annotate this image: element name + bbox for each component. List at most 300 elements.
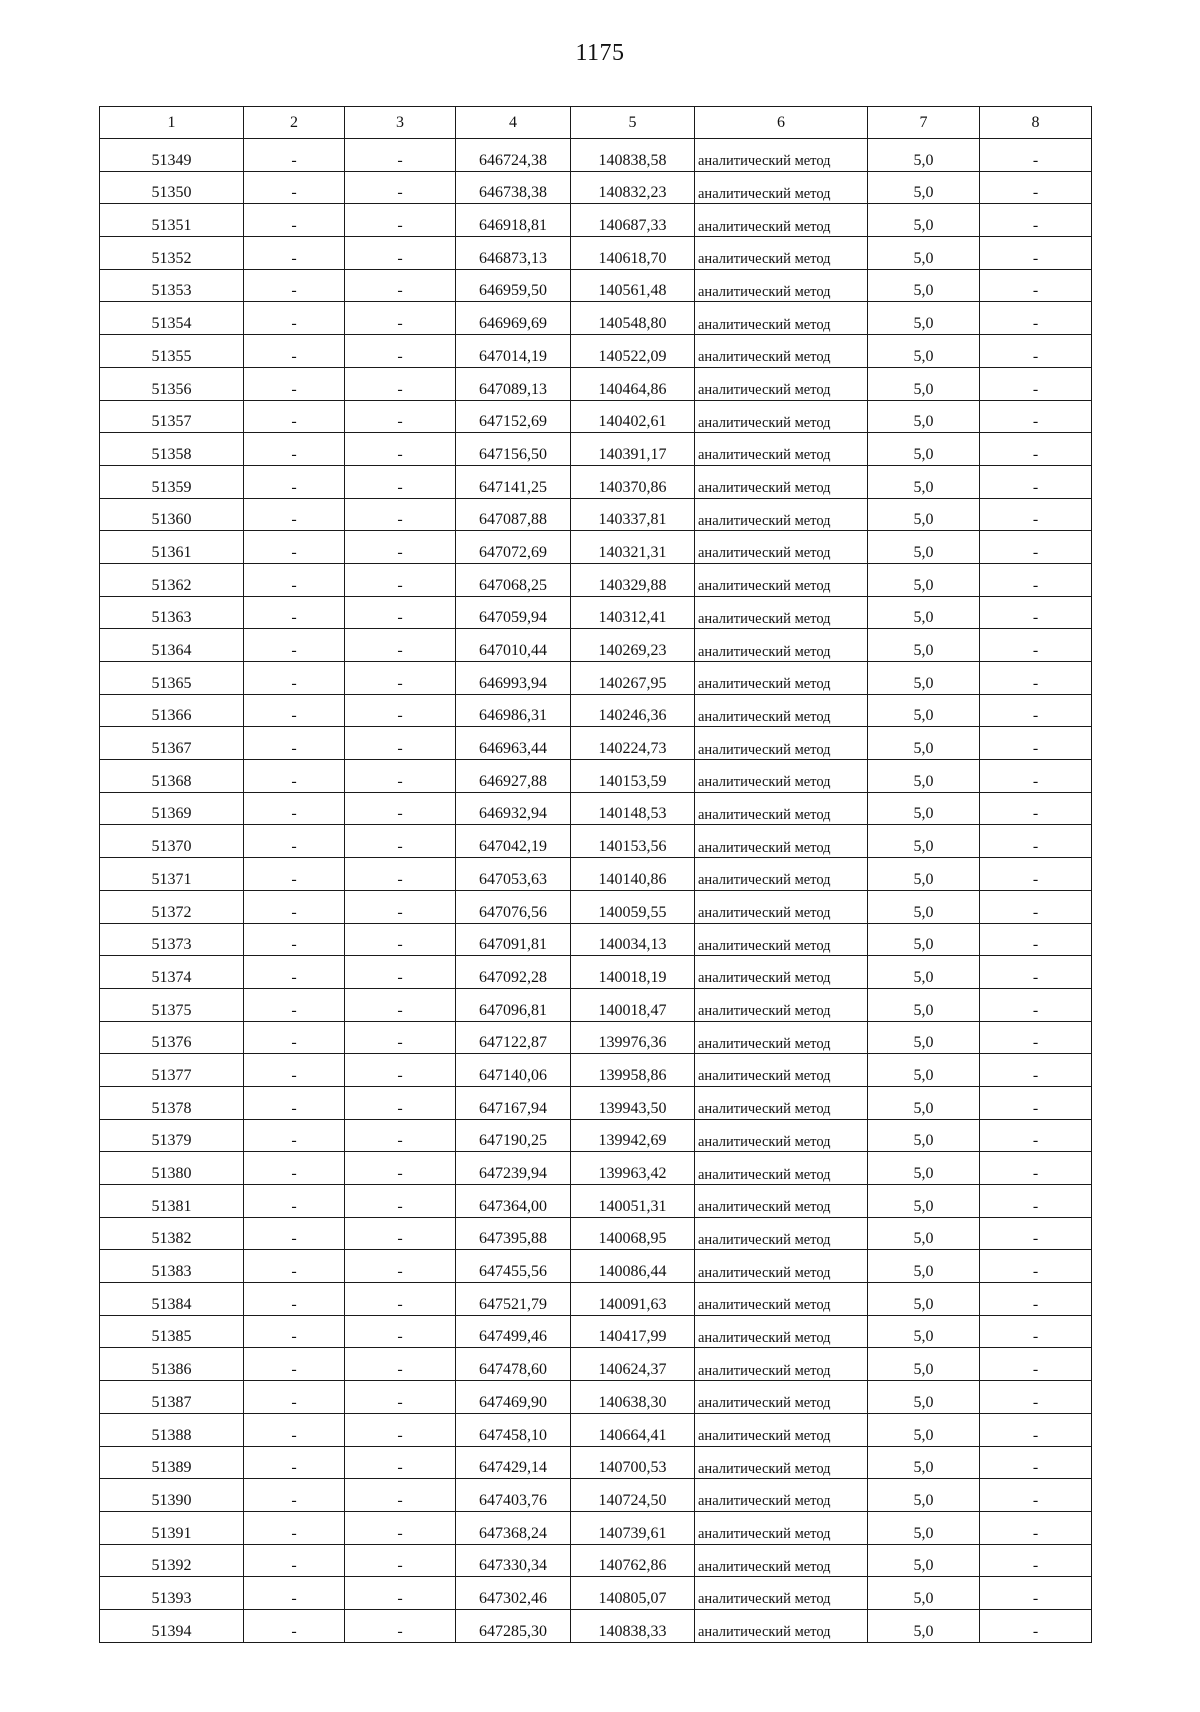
point-number-cell: 51366	[100, 694, 244, 727]
method-cell: аналитический метод	[695, 563, 868, 596]
col-8-value-cell: -	[980, 1054, 1092, 1087]
point-number-cell: 51389	[100, 1446, 244, 1479]
coord-y-cell: 140312,41	[571, 596, 695, 629]
coord-y-cell: 139963,42	[571, 1152, 695, 1185]
col-3-value-cell: -	[345, 662, 456, 695]
accuracy-cell: 5,0	[868, 367, 980, 400]
method-cell: аналитический метод	[695, 1152, 868, 1185]
point-number-cell: 51361	[100, 531, 244, 564]
coord-y-cell: 139943,50	[571, 1086, 695, 1119]
coord-y-cell: 140267,95	[571, 662, 695, 695]
col-8-value-cell: -	[980, 694, 1092, 727]
accuracy-cell: 5,0	[868, 302, 980, 335]
col-8-value-cell: -	[980, 858, 1092, 891]
col-3-value-cell: -	[345, 433, 456, 466]
point-number-cell: 51356	[100, 367, 244, 400]
col-2-value-cell: -	[244, 1446, 345, 1479]
col-8-value-cell: -	[980, 204, 1092, 237]
coord-x-cell: 646724,38	[456, 139, 571, 172]
col-8-value-cell: -	[980, 1315, 1092, 1348]
col-8-value-cell: -	[980, 1152, 1092, 1185]
col-8-value-cell: -	[980, 335, 1092, 368]
col-8-value-cell: -	[980, 1413, 1092, 1446]
page-number: 1175	[575, 40, 625, 66]
coord-y-cell: 140522,09	[571, 335, 695, 368]
column-header-1: 1	[100, 107, 244, 139]
col-2-value-cell: -	[244, 988, 345, 1021]
coord-y-cell: 140140,86	[571, 858, 695, 891]
method-cell: аналитический метод	[695, 367, 868, 400]
table-row	[100, 1577, 1092, 1610]
col-2-value-cell: -	[244, 171, 345, 204]
point-number-cell: 51369	[100, 792, 244, 825]
table-row	[100, 662, 1092, 695]
col-8-value-cell: -	[980, 662, 1092, 695]
method-cell: аналитический метод	[695, 302, 868, 335]
header-row	[100, 107, 1092, 139]
method-cell: аналитический метод	[695, 1086, 868, 1119]
accuracy-cell: 5,0	[868, 531, 980, 564]
col-8-value-cell: -	[980, 1577, 1092, 1610]
col-2-value-cell: -	[244, 1315, 345, 1348]
col-2-value-cell: -	[244, 890, 345, 923]
point-number-cell: 51371	[100, 858, 244, 891]
col-3-value-cell: -	[345, 1185, 456, 1218]
col-3-value-cell: -	[345, 694, 456, 727]
table-row	[100, 465, 1092, 498]
coord-y-cell: 140805,07	[571, 1577, 695, 1610]
table-row	[100, 139, 1092, 172]
col-3-value-cell: -	[345, 1381, 456, 1414]
accuracy-cell: 5,0	[868, 956, 980, 989]
col-2-value-cell: -	[244, 433, 345, 466]
point-number-cell: 51386	[100, 1348, 244, 1381]
method-cell: аналитический метод	[695, 1021, 868, 1054]
table-row	[100, 269, 1092, 302]
col-8-value-cell: -	[980, 531, 1092, 564]
point-number-cell: 51350	[100, 171, 244, 204]
point-number-cell: 51352	[100, 237, 244, 270]
coord-y-cell: 139942,69	[571, 1119, 695, 1152]
coord-x-cell: 647089,13	[456, 367, 571, 400]
coord-y-cell: 140561,48	[571, 269, 695, 302]
coord-y-cell: 140624,37	[571, 1348, 695, 1381]
point-number-cell: 51378	[100, 1086, 244, 1119]
coord-y-cell: 140464,86	[571, 367, 695, 400]
accuracy-cell: 5,0	[868, 1152, 980, 1185]
column-header-5: 5	[571, 107, 695, 139]
coord-y-cell: 140034,13	[571, 923, 695, 956]
col-2-value-cell: -	[244, 629, 345, 662]
column-header-7: 7	[868, 107, 980, 139]
coord-x-cell: 647010,44	[456, 629, 571, 662]
col-3-value-cell: -	[345, 629, 456, 662]
coord-y-cell: 140838,33	[571, 1609, 695, 1642]
col-3-value-cell: -	[345, 1577, 456, 1610]
coord-y-cell: 140153,59	[571, 760, 695, 793]
point-number-cell: 51359	[100, 465, 244, 498]
col-3-value-cell: -	[345, 1086, 456, 1119]
table-row	[100, 433, 1092, 466]
col-2-value-cell: -	[244, 1413, 345, 1446]
col-8-value-cell: -	[980, 400, 1092, 433]
accuracy-cell: 5,0	[868, 792, 980, 825]
col-8-value-cell: -	[980, 1446, 1092, 1479]
column-header-2: 2	[244, 107, 345, 139]
table-row	[100, 498, 1092, 531]
point-number-cell: 51370	[100, 825, 244, 858]
method-cell: аналитический метод	[695, 1413, 868, 1446]
col-2-value-cell: -	[244, 1185, 345, 1218]
accuracy-cell: 5,0	[868, 1086, 980, 1119]
col-2-value-cell: -	[244, 1021, 345, 1054]
point-number-cell: 51381	[100, 1185, 244, 1218]
method-cell: аналитический метод	[695, 1577, 868, 1610]
method-cell: аналитический метод	[695, 139, 868, 172]
accuracy-cell: 5,0	[868, 988, 980, 1021]
accuracy-cell: 5,0	[868, 1348, 980, 1381]
table-row	[100, 792, 1092, 825]
col-8-value-cell: -	[980, 1217, 1092, 1250]
coord-x-cell: 646873,13	[456, 237, 571, 270]
accuracy-cell: 5,0	[868, 269, 980, 302]
method-cell: аналитический метод	[695, 890, 868, 923]
coord-y-cell: 140687,33	[571, 204, 695, 237]
coord-x-cell: 647141,25	[456, 465, 571, 498]
col-3-value-cell: -	[345, 1021, 456, 1054]
point-number-cell: 51353	[100, 269, 244, 302]
col-2-value-cell: -	[244, 825, 345, 858]
col-3-value-cell: -	[345, 400, 456, 433]
point-number-cell: 51365	[100, 662, 244, 695]
method-cell: аналитический метод	[695, 1544, 868, 1577]
point-number-cell: 51354	[100, 302, 244, 335]
col-2-value-cell: -	[244, 1086, 345, 1119]
method-cell: аналитический метод	[695, 727, 868, 760]
col-2-value-cell: -	[244, 1479, 345, 1512]
col-3-value-cell: -	[345, 1152, 456, 1185]
coord-x-cell: 646963,44	[456, 727, 571, 760]
col-2-value-cell: -	[244, 367, 345, 400]
coord-y-cell: 140638,30	[571, 1381, 695, 1414]
method-cell: аналитический метод	[695, 956, 868, 989]
col-2-value-cell: -	[244, 139, 345, 172]
coord-x-cell: 647429,14	[456, 1446, 571, 1479]
coord-y-cell: 140370,86	[571, 465, 695, 498]
col-8-value-cell: -	[980, 1479, 1092, 1512]
point-number-cell: 51360	[100, 498, 244, 531]
accuracy-cell: 5,0	[868, 1446, 980, 1479]
col-2-value-cell: -	[244, 1283, 345, 1316]
table-row	[100, 204, 1092, 237]
col-3-value-cell: -	[345, 1119, 456, 1152]
method-cell: аналитический метод	[695, 1446, 868, 1479]
accuracy-cell: 5,0	[868, 400, 980, 433]
coord-x-cell: 647072,69	[456, 531, 571, 564]
col-2-value-cell: -	[244, 531, 345, 564]
method-cell: аналитический метод	[695, 1381, 868, 1414]
col-3-value-cell: -	[345, 465, 456, 498]
method-cell: аналитический метод	[695, 171, 868, 204]
point-number-cell: 51357	[100, 400, 244, 433]
table-row	[100, 923, 1092, 956]
method-cell: аналитический метод	[695, 662, 868, 695]
col-8-value-cell: -	[980, 923, 1092, 956]
col-3-value-cell: -	[345, 792, 456, 825]
accuracy-cell: 5,0	[868, 923, 980, 956]
coord-x-cell: 647092,28	[456, 956, 571, 989]
point-number-cell: 51373	[100, 923, 244, 956]
coord-y-cell: 140018,47	[571, 988, 695, 1021]
col-3-value-cell: -	[345, 531, 456, 564]
method-cell: аналитический метод	[695, 1511, 868, 1544]
method-cell: аналитический метод	[695, 760, 868, 793]
col-8-value-cell: -	[980, 1283, 1092, 1316]
accuracy-cell: 5,0	[868, 1609, 980, 1642]
col-2-value-cell: -	[244, 1250, 345, 1283]
col-3-value-cell: -	[345, 1250, 456, 1283]
coord-y-cell: 140337,81	[571, 498, 695, 531]
col-2-value-cell: -	[244, 1544, 345, 1577]
table-row	[100, 988, 1092, 1021]
coord-x-cell: 647122,87	[456, 1021, 571, 1054]
col-3-value-cell: -	[345, 237, 456, 270]
accuracy-cell: 5,0	[868, 1054, 980, 1087]
accuracy-cell: 5,0	[868, 171, 980, 204]
point-number-cell: 51375	[100, 988, 244, 1021]
coord-x-cell: 647458,10	[456, 1413, 571, 1446]
col-8-value-cell: -	[980, 760, 1092, 793]
coordinates-table	[99, 106, 1092, 1643]
coord-x-cell: 646993,94	[456, 662, 571, 695]
col-8-value-cell: -	[980, 988, 1092, 1021]
point-number-cell: 51384	[100, 1283, 244, 1316]
method-cell: аналитический метод	[695, 531, 868, 564]
col-2-value-cell: -	[244, 204, 345, 237]
coord-y-cell: 140402,61	[571, 400, 695, 433]
col-8-value-cell: -	[980, 825, 1092, 858]
accuracy-cell: 5,0	[868, 858, 980, 891]
accuracy-cell: 5,0	[868, 1381, 980, 1414]
point-number-cell: 51377	[100, 1054, 244, 1087]
col-8-value-cell: -	[980, 563, 1092, 596]
col-8-value-cell: -	[980, 1086, 1092, 1119]
col-2-value-cell: -	[244, 694, 345, 727]
coord-y-cell: 139976,36	[571, 1021, 695, 1054]
col-3-value-cell: -	[345, 1315, 456, 1348]
col-3-value-cell: -	[345, 727, 456, 760]
col-8-value-cell: -	[980, 498, 1092, 531]
method-cell: аналитический метод	[695, 498, 868, 531]
coord-y-cell: 140321,31	[571, 531, 695, 564]
col-3-value-cell: -	[345, 956, 456, 989]
point-number-cell: 51362	[100, 563, 244, 596]
col-3-value-cell: -	[345, 1283, 456, 1316]
col-8-value-cell: -	[980, 171, 1092, 204]
col-8-value-cell: -	[980, 302, 1092, 335]
coord-x-cell: 646959,50	[456, 269, 571, 302]
col-2-value-cell: -	[244, 1381, 345, 1414]
col-2-value-cell: -	[244, 400, 345, 433]
method-cell: аналитический метод	[695, 1348, 868, 1381]
col-3-value-cell: -	[345, 139, 456, 172]
col-3-value-cell: -	[345, 596, 456, 629]
method-cell: аналитический метод	[695, 825, 868, 858]
coord-x-cell: 647014,19	[456, 335, 571, 368]
col-8-value-cell: -	[980, 237, 1092, 270]
table-row	[100, 1283, 1092, 1316]
accuracy-cell: 5,0	[868, 825, 980, 858]
point-number-cell: 51376	[100, 1021, 244, 1054]
accuracy-cell: 5,0	[868, 760, 980, 793]
accuracy-cell: 5,0	[868, 727, 980, 760]
point-number-cell: 51379	[100, 1119, 244, 1152]
accuracy-cell: 5,0	[868, 1315, 980, 1348]
coord-x-cell: 646986,31	[456, 694, 571, 727]
table-row	[100, 237, 1092, 270]
coord-x-cell: 647156,50	[456, 433, 571, 466]
coord-x-cell: 647053,63	[456, 858, 571, 891]
method-cell: аналитический метод	[695, 237, 868, 270]
coord-y-cell: 140059,55	[571, 890, 695, 923]
method-cell: аналитический метод	[695, 1217, 868, 1250]
accuracy-cell: 5,0	[868, 1119, 980, 1152]
point-number-cell: 51367	[100, 727, 244, 760]
table-row	[100, 596, 1092, 629]
coord-x-cell: 646918,81	[456, 204, 571, 237]
col-3-value-cell: -	[345, 269, 456, 302]
table-row	[100, 1381, 1092, 1414]
coord-x-cell: 647076,56	[456, 890, 571, 923]
column-header-6: 6	[695, 107, 868, 139]
col-3-value-cell: -	[345, 1609, 456, 1642]
point-number-cell: 51368	[100, 760, 244, 793]
coord-y-cell: 140086,44	[571, 1250, 695, 1283]
col-2-value-cell: -	[244, 923, 345, 956]
col-3-value-cell: -	[345, 1479, 456, 1512]
point-number-cell: 51364	[100, 629, 244, 662]
coord-y-cell: 140548,80	[571, 302, 695, 335]
point-number-cell: 51391	[100, 1511, 244, 1544]
coord-y-cell: 140838,58	[571, 139, 695, 172]
col-2-value-cell: -	[244, 1119, 345, 1152]
col-2-value-cell: -	[244, 1577, 345, 1610]
col-3-value-cell: -	[345, 1348, 456, 1381]
col-2-value-cell: -	[244, 269, 345, 302]
method-cell: аналитический метод	[695, 269, 868, 302]
coord-x-cell: 647140,06	[456, 1054, 571, 1087]
point-number-cell: 51372	[100, 890, 244, 923]
accuracy-cell: 5,0	[868, 335, 980, 368]
table-row	[100, 956, 1092, 989]
coord-x-cell: 647239,94	[456, 1152, 571, 1185]
table-row	[100, 890, 1092, 923]
table-row	[100, 629, 1092, 662]
table-header	[100, 107, 1092, 139]
accuracy-cell: 5,0	[868, 596, 980, 629]
col-2-value-cell: -	[244, 760, 345, 793]
point-number-cell: 51383	[100, 1250, 244, 1283]
column-header-3: 3	[345, 107, 456, 139]
table-row	[100, 1479, 1092, 1512]
method-cell: аналитический метод	[695, 1479, 868, 1512]
coord-y-cell: 140724,50	[571, 1479, 695, 1512]
coord-x-cell: 646932,94	[456, 792, 571, 825]
coord-x-cell: 647152,69	[456, 400, 571, 433]
col-3-value-cell: -	[345, 1544, 456, 1577]
table-row	[100, 1086, 1092, 1119]
col-2-value-cell: -	[244, 1054, 345, 1087]
table-row	[100, 1250, 1092, 1283]
accuracy-cell: 5,0	[868, 1577, 980, 1610]
coord-x-cell: 647455,56	[456, 1250, 571, 1283]
accuracy-cell: 5,0	[868, 890, 980, 923]
col-3-value-cell: -	[345, 825, 456, 858]
point-number-cell: 51385	[100, 1315, 244, 1348]
col-2-value-cell: -	[244, 858, 345, 891]
coord-x-cell: 647091,81	[456, 923, 571, 956]
coord-y-cell: 140246,36	[571, 694, 695, 727]
accuracy-cell: 5,0	[868, 1217, 980, 1250]
table-body	[100, 139, 1092, 1643]
col-3-value-cell: -	[345, 890, 456, 923]
table-row	[100, 1315, 1092, 1348]
coord-x-cell: 647302,46	[456, 1577, 571, 1610]
method-cell: аналитический метод	[695, 465, 868, 498]
accuracy-cell: 5,0	[868, 1413, 980, 1446]
table-row	[100, 727, 1092, 760]
col-2-value-cell: -	[244, 662, 345, 695]
table-row	[100, 400, 1092, 433]
col-8-value-cell: -	[980, 1021, 1092, 1054]
table-row	[100, 1021, 1092, 1054]
col-2-value-cell: -	[244, 1609, 345, 1642]
table-row	[100, 1185, 1092, 1218]
table-row	[100, 760, 1092, 793]
coord-y-cell: 140269,23	[571, 629, 695, 662]
coord-x-cell: 647190,25	[456, 1119, 571, 1152]
col-3-value-cell: -	[345, 1217, 456, 1250]
coord-x-cell: 647087,88	[456, 498, 571, 531]
col-2-value-cell: -	[244, 792, 345, 825]
method-cell: аналитический метод	[695, 858, 868, 891]
coord-y-cell: 140051,31	[571, 1185, 695, 1218]
table-row	[100, 335, 1092, 368]
col-8-value-cell: -	[980, 1381, 1092, 1414]
col-8-value-cell: -	[980, 1511, 1092, 1544]
coord-y-cell: 139958,86	[571, 1054, 695, 1087]
table-row	[100, 1544, 1092, 1577]
table-row	[100, 825, 1092, 858]
col-3-value-cell: -	[345, 171, 456, 204]
point-number-cell: 51382	[100, 1217, 244, 1250]
table-row	[100, 1054, 1092, 1087]
point-number-cell: 51355	[100, 335, 244, 368]
coord-y-cell: 140068,95	[571, 1217, 695, 1250]
table-row	[100, 1348, 1092, 1381]
method-cell: аналитический метод	[695, 204, 868, 237]
table-row	[100, 531, 1092, 564]
col-2-value-cell: -	[244, 1511, 345, 1544]
coord-x-cell: 647499,46	[456, 1315, 571, 1348]
method-cell: аналитический метод	[695, 792, 868, 825]
col-3-value-cell: -	[345, 760, 456, 793]
method-cell: аналитический метод	[695, 694, 868, 727]
accuracy-cell: 5,0	[868, 1250, 980, 1283]
accuracy-cell: 5,0	[868, 629, 980, 662]
accuracy-cell: 5,0	[868, 1479, 980, 1512]
col-2-value-cell: -	[244, 956, 345, 989]
